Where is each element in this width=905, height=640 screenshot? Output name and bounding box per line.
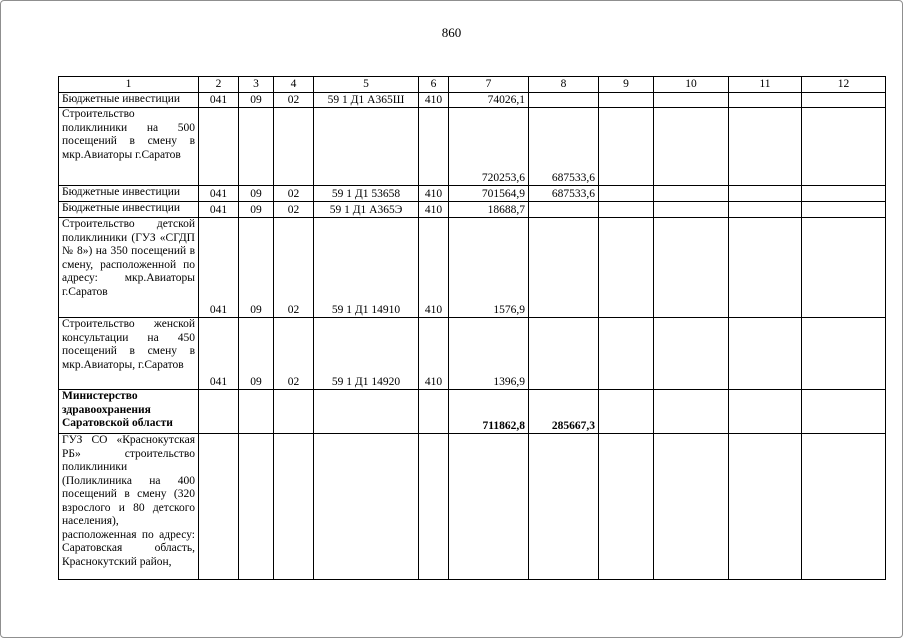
table-cell: 410: [419, 202, 449, 218]
table-cell: [199, 434, 239, 580]
table-cell: 041: [199, 202, 239, 218]
table-cell: [599, 186, 654, 202]
table-cell: 59 1 Д1 14920: [314, 318, 419, 390]
table-cell: 09: [239, 202, 274, 218]
table-cell: 410: [419, 318, 449, 390]
table-row: [59, 93, 886, 108]
column-header: 9: [599, 77, 654, 93]
table-header-row: [59, 77, 886, 93]
column-header: 3: [239, 77, 274, 93]
table-cell: 59 1 Д1 А365Э: [314, 202, 419, 218]
table-cell: [729, 186, 802, 202]
table-cell: [199, 390, 239, 434]
column-header: 1: [59, 77, 199, 93]
row-label-cell: Бюджетные инвестиции: [59, 93, 199, 108]
table-cell: [654, 202, 729, 218]
table-cell: [599, 93, 654, 108]
table-cell: 701564,9: [449, 186, 529, 202]
table-cell: [529, 318, 599, 390]
table-cell: [729, 318, 802, 390]
table-cell: [729, 218, 802, 318]
row-label-cell: Бюджетные инвестиции: [59, 202, 199, 218]
row-label-cell: ГУЗ СО «Краснокутская РБ» строительство поликлиники (Поликлиника на 400 посещений в смену (320 взрослого и 80 детского населения), расположенная по адресу: Саратовская область, Краснокутский район,: [59, 434, 199, 580]
budget-table: [58, 76, 886, 580]
table-cell: [802, 218, 886, 318]
row-label-cell: Министерство здравоохранения Саратовской области: [59, 390, 199, 434]
table-cell: [419, 108, 449, 186]
table-cell: 041: [199, 186, 239, 202]
table-cell: 09: [239, 218, 274, 318]
table-cell: [802, 108, 886, 186]
table-cell: [274, 390, 314, 434]
table-cell: 59 1 Д1 14910: [314, 218, 419, 318]
table-cell: [654, 390, 729, 434]
column-header: 10: [654, 77, 729, 93]
table-cell: [419, 390, 449, 434]
table-cell: [274, 108, 314, 186]
table-cell: [599, 318, 654, 390]
table-cell: 410: [419, 186, 449, 202]
table-cell: 041: [199, 318, 239, 390]
table-cell: [729, 202, 802, 218]
table-cell: 1576,9: [449, 218, 529, 318]
table-cell: [654, 434, 729, 580]
table-cell: 02: [274, 93, 314, 108]
table-cell: [802, 186, 886, 202]
table-cell: [729, 434, 802, 580]
table-cell: 687533,6: [529, 186, 599, 202]
table-cell: [802, 93, 886, 108]
table-cell: [239, 108, 274, 186]
table-row: [59, 218, 886, 318]
table-cell: [199, 108, 239, 186]
table-cell: [529, 434, 599, 580]
table-cell: [802, 390, 886, 434]
table-cell: [654, 318, 729, 390]
table-cell: 02: [274, 202, 314, 218]
table-cell: [449, 434, 529, 580]
table-header-row: [59, 77, 886, 93]
table-cell: 1396,9: [449, 318, 529, 390]
table-row: [59, 318, 886, 390]
table-cell: [654, 93, 729, 108]
table-cell: [654, 218, 729, 318]
table-cell: [239, 434, 274, 580]
table-cell: [599, 218, 654, 318]
column-header: 4: [274, 77, 314, 93]
table-row: [59, 390, 886, 434]
table-cell: [729, 93, 802, 108]
table-cell: [729, 390, 802, 434]
column-header: 7: [449, 77, 529, 93]
row-label-cell: Строительство женской консультации на 450 посещений в смену в мкр.Авиаторы, г.Саратов: [59, 318, 199, 390]
table-cell: 02: [274, 318, 314, 390]
column-header: 11: [729, 77, 802, 93]
table-cell: [239, 390, 274, 434]
column-header: 12: [802, 77, 886, 93]
table-cell: [599, 202, 654, 218]
table-cell: [729, 108, 802, 186]
table-cell: 74026,1: [449, 93, 529, 108]
table-cell: 59 1 Д1 53658: [314, 186, 419, 202]
table-cell: [654, 186, 729, 202]
table-cell: 285667,3: [529, 390, 599, 434]
table-cell: [802, 318, 886, 390]
column-header: 2: [199, 77, 239, 93]
table-cell: [599, 108, 654, 186]
column-header: 6: [419, 77, 449, 93]
table-cell: [529, 218, 599, 318]
row-label-cell: Бюджетные инвестиции: [59, 186, 199, 202]
table-cell: 09: [239, 318, 274, 390]
table-cell: 041: [199, 93, 239, 108]
table-cell: [599, 434, 654, 580]
table-cell: 687533,6: [529, 108, 599, 186]
table-cell: 041: [199, 218, 239, 318]
table-cell: 18688,7: [449, 202, 529, 218]
row-label-cell: Строительство поликлиники на 500 посещений в смену в мкр.Авиаторы г.Саратов: [59, 108, 199, 186]
table-cell: [802, 434, 886, 580]
table-cell: [274, 434, 314, 580]
table-cell: [314, 390, 419, 434]
table-row: [59, 108, 886, 186]
table-cell: 02: [274, 186, 314, 202]
table-row: [59, 186, 886, 202]
table-cell: 59 1 Д1 А365Ш: [314, 93, 419, 108]
table-row: [59, 434, 886, 580]
column-header: 8: [529, 77, 599, 93]
table-cell: 09: [239, 93, 274, 108]
table-cell: [654, 108, 729, 186]
table-cell: 410: [419, 93, 449, 108]
table-cell: 720253,6: [449, 108, 529, 186]
column-header: 5: [314, 77, 419, 93]
table-cell: [802, 202, 886, 218]
table-cell: [529, 202, 599, 218]
table-row: [59, 202, 886, 218]
table-cell: [314, 108, 419, 186]
table-cell: [314, 434, 419, 580]
table-cell: [599, 390, 654, 434]
table-cell: 711862,8: [449, 390, 529, 434]
table-cell: 09: [239, 186, 274, 202]
table-cell: 410: [419, 218, 449, 318]
table-cell: [419, 434, 449, 580]
table-cell: 02: [274, 218, 314, 318]
table-cell: [529, 93, 599, 108]
page-number: 860: [441, 25, 462, 40]
table-body: [59, 93, 886, 580]
row-label-cell: Строительство детской поликлиники (ГУЗ «СГДП № 8») на 350 посещений в смену, расположенной по адресу: мкр.Авиаторы г.Саратов: [59, 218, 199, 318]
